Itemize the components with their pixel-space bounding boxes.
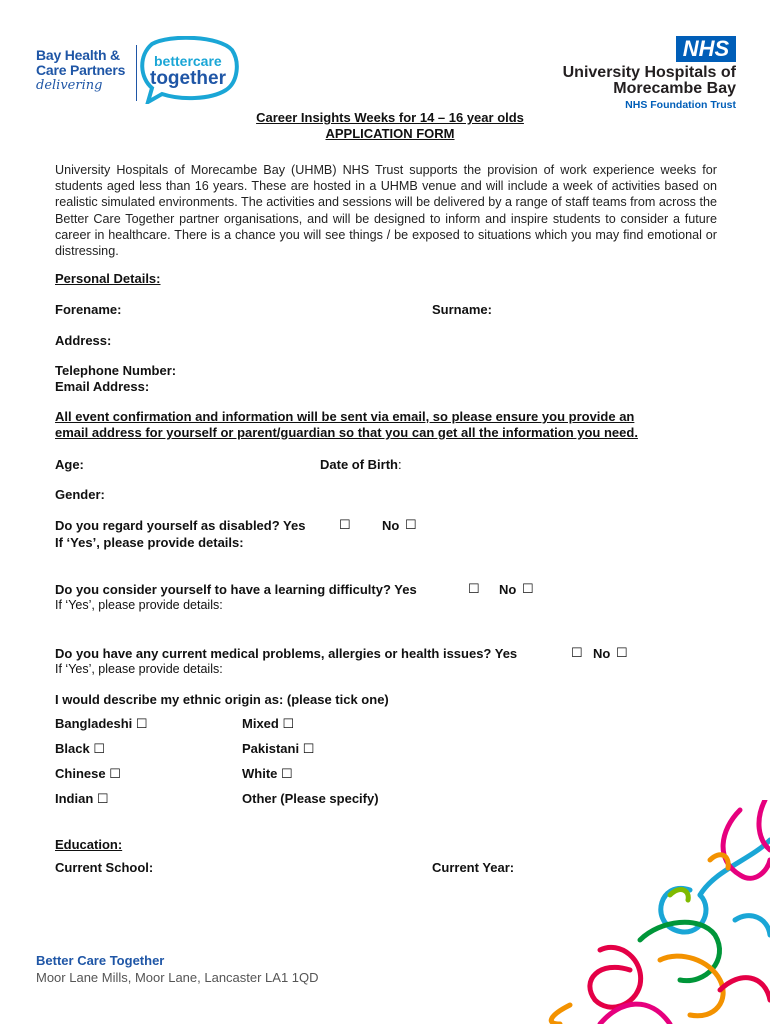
option-mixed[interactable] bbox=[242, 716, 294, 731]
medical-no-label: No bbox=[593, 646, 611, 661]
learning-question: Do you consider yourself to have a learning difficulty? Yes bbox=[55, 582, 417, 597]
speech-bubble-icon bbox=[140, 36, 240, 104]
footer-org-part-1: Better bbox=[36, 953, 78, 968]
form-subtitle: APPLICATION FORM bbox=[325, 126, 455, 141]
ethnic-question: I would describe my ethnic origin as: (please tick one) bbox=[55, 692, 389, 707]
option-mixed-label: Mixed bbox=[242, 716, 279, 731]
disabled-details-label: If ‘Yes’, please provide details: bbox=[55, 535, 244, 550]
footer-org-name bbox=[36, 953, 164, 968]
learning-no-checkbox[interactable]: ☐ bbox=[522, 581, 534, 596]
option-black[interactable] bbox=[55, 741, 105, 756]
medical-question: Do you have any current medical problems, allergies or health issues? Yes bbox=[55, 646, 518, 661]
option-bangladeshi-checkbox[interactable]: ☐ bbox=[135, 716, 148, 731]
option-bangladeshi-label: Bangladeshi bbox=[55, 716, 133, 731]
option-indian-label: Indian bbox=[55, 791, 94, 806]
medical-no-checkbox[interactable]: ☐ bbox=[616, 645, 628, 660]
dob-text: Date of Birth bbox=[320, 457, 398, 472]
telephone-label: Telephone Number: bbox=[55, 363, 177, 378]
option-indian[interactable] bbox=[55, 791, 109, 806]
learning-yes-checkbox[interactable]: ☐ bbox=[468, 581, 480, 596]
option-chinese[interactable] bbox=[55, 766, 121, 781]
option-chinese-label: Chinese bbox=[55, 766, 106, 781]
option-black-label: Black bbox=[55, 741, 90, 756]
option-pakistani-label: Pakistani bbox=[242, 741, 300, 756]
nhs-badge: NHS bbox=[676, 36, 736, 62]
bubble-text-1: bettercare bbox=[154, 53, 222, 69]
bay-health-logo bbox=[36, 48, 125, 93]
option-pakistani-checkbox[interactable]: ☐ bbox=[302, 741, 315, 756]
option-black-checkbox[interactable]: ☐ bbox=[93, 741, 105, 756]
disabled-yes-checkbox[interactable]: ☐ bbox=[339, 517, 351, 532]
option-pakistani[interactable] bbox=[242, 741, 314, 756]
education-heading: Education: bbox=[55, 837, 123, 852]
dob-label bbox=[320, 457, 402, 472]
email-label: Email Address: bbox=[55, 379, 150, 394]
org-name-line-1: University Hospitals of bbox=[562, 64, 736, 81]
logo-line-3: delivering bbox=[36, 78, 103, 93]
gender-label: Gender: bbox=[55, 487, 105, 502]
footer-address: Moor Lane Mills, Moor Lane, Lancaster LA1 1QD bbox=[36, 970, 319, 985]
option-other-label: Other (Please specify) bbox=[242, 791, 379, 806]
learning-details-label: If ‘Yes’, please provide details: bbox=[55, 598, 223, 612]
option-white-label: White bbox=[242, 766, 278, 781]
age-label: Age: bbox=[55, 457, 84, 472]
option-white-checkbox[interactable]: ☐ bbox=[281, 766, 293, 781]
logo-divider bbox=[136, 45, 137, 101]
surname-label: Surname: bbox=[432, 302, 492, 317]
email-notice-line-2: email address for yourself or parent/guardian so that you can get all the information you need. bbox=[55, 425, 638, 440]
forename-label: Forename: bbox=[55, 302, 122, 317]
bubble-text-2: together bbox=[150, 68, 226, 89]
option-white[interactable] bbox=[242, 766, 293, 781]
option-mixed-checkbox[interactable]: ☐ bbox=[282, 716, 295, 731]
intro-paragraph: University Hospitals of Morecambe Bay (UHMB) NHS Trust supports the provision of work experience weeks for students aged less than 16 years. These are hosted in a UHMB venue and will include a week of activities based on realistic simulated environments. The activities and sessions will be delivered by a range of staff teams from across the Better Care Together partner organisations, and will be designed to inform and inspire students to consider a future career in healthcare. There is a chance you will see things / be exposed to situations which you may find emotional or distressing. bbox=[55, 163, 717, 259]
decorative-ribbons bbox=[540, 800, 770, 1029]
personal-details-heading: Personal Details: bbox=[55, 271, 161, 286]
address-label: Address: bbox=[55, 333, 112, 348]
option-bangladeshi[interactable] bbox=[55, 716, 148, 731]
disabled-no-label: No bbox=[382, 518, 400, 533]
org-trust-name: NHS Foundation Trust bbox=[625, 99, 736, 111]
logo-line-2: Care Partners bbox=[36, 62, 126, 78]
org-name-line-2: Morecambe Bay bbox=[613, 80, 736, 97]
current-year-label: Current Year: bbox=[432, 860, 515, 875]
medical-details-label: If ‘Yes’, please provide details: bbox=[55, 662, 223, 676]
better-care-together-logo bbox=[140, 36, 240, 109]
form-title: Career Insights Weeks for 14 – 16 year olds bbox=[256, 110, 524, 125]
footer-org-part-2: Care Together bbox=[77, 953, 165, 968]
logo-line-1: Bay Health & bbox=[36, 47, 120, 63]
ribbon-graphic bbox=[540, 800, 770, 1024]
medical-yes-checkbox[interactable]: ☐ bbox=[571, 645, 583, 660]
disabled-question: Do you regard yourself as disabled? Yes bbox=[55, 518, 306, 533]
option-indian-checkbox[interactable]: ☐ bbox=[96, 791, 109, 806]
disabled-no-checkbox[interactable]: ☐ bbox=[405, 517, 417, 532]
learning-no-label: No bbox=[499, 582, 517, 597]
current-school-label: Current School: bbox=[55, 860, 154, 875]
option-chinese-checkbox[interactable]: ☐ bbox=[109, 766, 121, 781]
dob-colon: : bbox=[398, 457, 402, 472]
email-notice-line-1: All event confirmation and information will be sent via email, so please ensure you provide an bbox=[55, 409, 635, 424]
